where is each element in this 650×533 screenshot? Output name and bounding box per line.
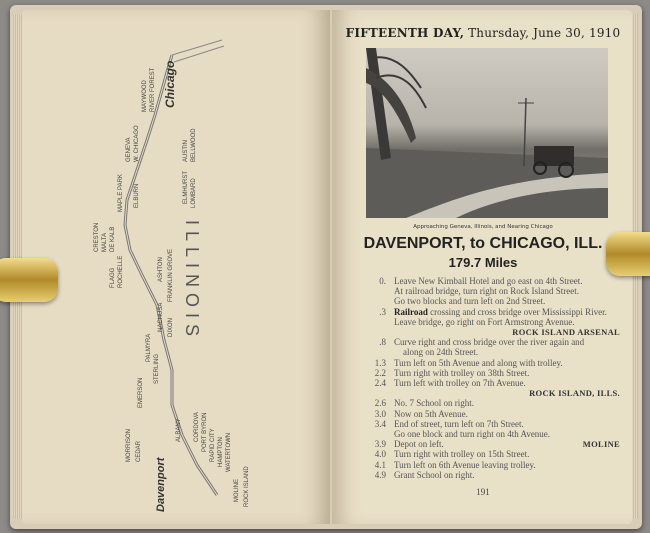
direction-line xyxy=(348,470,620,480)
header-day: FIFTEENTH DAY, xyxy=(345,26,465,40)
town-label: MORRISON xyxy=(126,429,132,462)
town-label: ROCK ISLAND xyxy=(244,466,250,507)
mileage: 3.9 xyxy=(374,439,386,450)
town-label: PORT BYRON xyxy=(202,412,208,452)
town-label: MAPLE PARK xyxy=(118,174,124,212)
page-clip xyxy=(606,232,650,276)
city-label-davenport: Davenport xyxy=(155,457,167,512)
town-label: FLAGG xyxy=(110,267,116,288)
direction-line xyxy=(348,439,620,449)
direction-line xyxy=(348,307,620,317)
direction-text: Railroad crossing and cross bridge over Mississippi River. xyxy=(394,306,607,317)
mileage xyxy=(348,347,386,357)
direction-line xyxy=(348,460,620,470)
town-label: AUSTIN xyxy=(183,139,189,162)
mileage: 4.0 xyxy=(374,449,386,460)
town-label: PALMYRA xyxy=(146,333,152,362)
left-page xyxy=(22,10,330,524)
direction-line xyxy=(348,449,620,459)
mileage: 4.9 xyxy=(374,469,386,480)
place-heading: MOLINE xyxy=(582,439,620,450)
state-label: ILLINOIS xyxy=(182,220,202,343)
direction-text: Depot on left. xyxy=(394,439,444,450)
direction-line xyxy=(348,429,620,439)
town-label: CEDAR xyxy=(136,440,142,462)
town-label: BELLWOOD xyxy=(191,128,197,162)
route-title: DAVENPORT, to CHICAGO, ILL. xyxy=(363,235,603,252)
direction-line xyxy=(348,337,620,347)
town-label: DE KALB xyxy=(110,226,116,252)
town-label: NACHUSA xyxy=(158,302,164,332)
town-label: WATERTOWN xyxy=(226,432,232,472)
town-label: ELMHURST xyxy=(183,170,189,204)
mileage: 0. xyxy=(379,276,386,286)
page-clip xyxy=(0,258,58,302)
lake-shore xyxy=(172,40,224,62)
direction-text: End of street, turn left on 7th Street. xyxy=(394,418,524,429)
town-label: MOLINE xyxy=(234,478,240,502)
mileage: 3.0 xyxy=(374,408,386,419)
town-label: W. CHICAGO xyxy=(134,125,140,162)
mileage: 4.1 xyxy=(374,459,386,470)
mileage xyxy=(348,317,386,327)
place-heading: ROCK ISLAND ARSENAL xyxy=(512,327,620,338)
route-map xyxy=(22,10,330,524)
mileage: 3.4 xyxy=(374,418,386,429)
town-label: MAYWOOD xyxy=(142,80,148,112)
direction-text: Leave New Kimball Hotel and go east on 4th Street. xyxy=(394,276,583,286)
town-label: HAMPTON xyxy=(218,437,224,467)
town-label: ALBANY xyxy=(176,418,182,442)
page-number: 191 xyxy=(476,487,490,497)
town-label: RIVER FOREST xyxy=(150,67,156,112)
direction-line xyxy=(348,276,620,286)
town-label: CORDOVA xyxy=(194,412,200,442)
direction-text: Turn left on 5th Avenue and along with trolley. xyxy=(394,357,563,368)
direction-line xyxy=(348,368,620,378)
direction-line xyxy=(348,347,620,357)
direction-line xyxy=(348,378,620,388)
direction-line xyxy=(348,398,620,408)
town-label: STERLING xyxy=(154,353,160,384)
photo-caption: Approaching Geneva, Illinois, and Nearing Chicago xyxy=(413,224,553,230)
direction-keyword: Railroad xyxy=(394,306,428,317)
direction-line xyxy=(348,409,620,419)
direction-text: Turn left with trolley on 7th Avenue. xyxy=(394,378,526,389)
photo-scene xyxy=(366,48,608,218)
road-photo xyxy=(366,48,608,218)
direction-line xyxy=(348,296,620,306)
page-header xyxy=(335,26,631,40)
city-label-chicago: Chicago xyxy=(163,60,177,108)
town-label: MALTA xyxy=(102,232,108,252)
mileage: .3 xyxy=(379,306,386,317)
direction-text: Curve right and cross bridge over the river again and xyxy=(394,337,585,348)
direction-text: Go two blocks and turn left on 2nd Street. xyxy=(394,296,546,307)
town-label: RAPID CITY xyxy=(210,428,216,462)
direction-line xyxy=(348,419,620,429)
direction-text: Grant School on right. xyxy=(394,469,475,480)
mileage xyxy=(348,429,386,439)
direction-text: Turn right with trolley on 15th Street. xyxy=(394,449,530,460)
direction-text: No. 7 School on right. xyxy=(394,398,474,409)
town-label: FRANKLIN GROVE xyxy=(168,248,174,302)
direction-text: Turn left on 6th Avenue leaving trolley. xyxy=(394,459,536,470)
route-distance: 179.7 Miles xyxy=(448,255,518,270)
town-label: LOMBARD xyxy=(191,178,197,208)
direction-text: Turn right with trolley on 38th Street. xyxy=(394,367,530,378)
direction-line xyxy=(348,358,620,368)
town-label: EMERSON xyxy=(138,377,144,408)
direction-text: At railroad bridge, turn right on Rock Island Street. xyxy=(394,286,579,297)
town-label: CRESTON xyxy=(94,222,100,252)
mileage: 2.2 xyxy=(374,367,386,378)
mileage: 2.6 xyxy=(374,398,386,409)
direction-line xyxy=(348,317,620,327)
header-date: Thursday, June 30, 1910 xyxy=(468,26,621,40)
direction-text: Leave bridge, go right on Fort Armstrong Avenue. xyxy=(394,316,575,327)
mileage xyxy=(348,286,386,296)
direction-line xyxy=(348,286,620,296)
mileage: 1.3 xyxy=(374,357,386,368)
mileage xyxy=(348,296,386,306)
direction-text: Go one block and turn right on 4th Avenue. xyxy=(394,429,551,440)
town-label: ASHTON xyxy=(158,257,164,282)
mileage: .8 xyxy=(379,337,386,348)
town-label: ELBURN xyxy=(134,183,140,208)
mileage: 2.4 xyxy=(374,378,386,389)
direction-text: along on 24th Street. xyxy=(403,347,478,358)
direction-text: Now on 5th Avenue. xyxy=(394,408,468,419)
town-label: ROCHELLE xyxy=(118,255,124,288)
place-heading: ROCK ISLAND, ILLS. xyxy=(529,388,620,399)
town-label: GENEVA xyxy=(126,137,132,162)
directions-list xyxy=(348,276,620,480)
town-label: DIXON xyxy=(168,317,174,337)
